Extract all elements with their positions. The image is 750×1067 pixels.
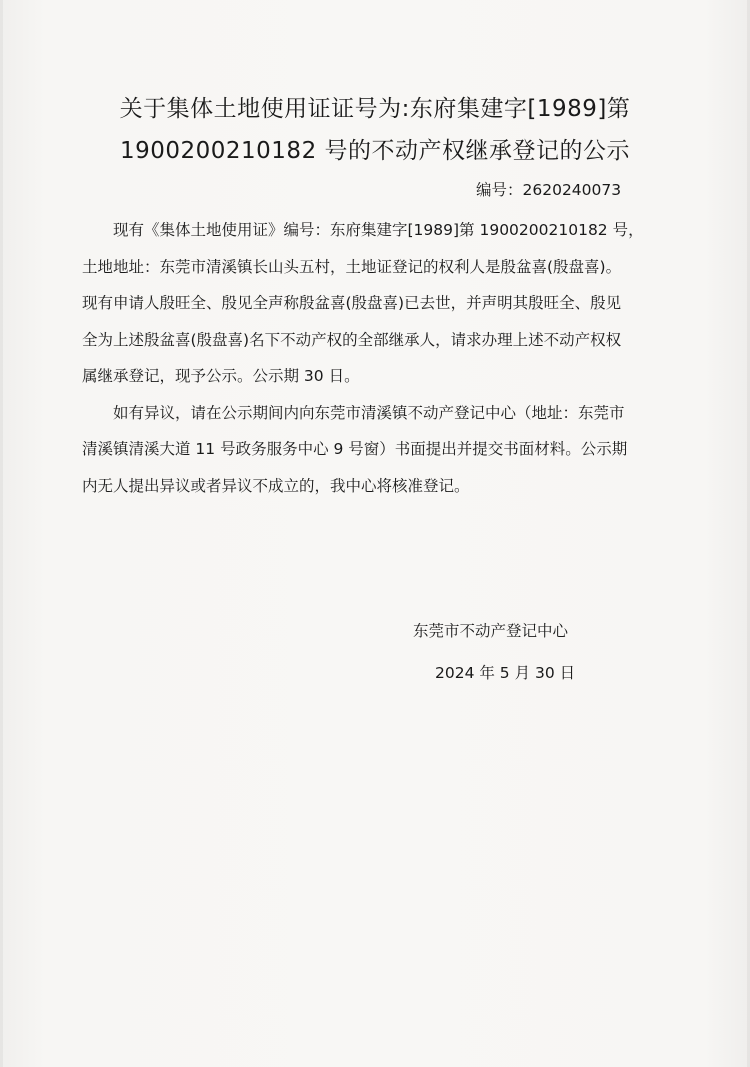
paragraph-1-line: 现有申请人殷旺全、殷见全声称殷盆喜(殷盘喜)已去世，并声明其殷旺全、殷见 (82, 294, 622, 312)
paragraph-2-line: 如有异议，请在公示期间内向东莞市清溪镇不动产登记中心（地址：东莞市 (113, 403, 625, 422)
paragraph-1-line: 现有《集体土地使用证》编号：东府集建字[1989]第 1900200210182 号， (113, 221, 644, 239)
paragraph-2-line: 清溪镇清溪大道 11 号政务服务中心 9 号窗）书面提出并提交书面材料。公示期 (82, 440, 628, 458)
issue-date: 2024 年 5 月 30 日 (435, 664, 576, 682)
issuing-organization: 东莞市不动产登记中心 (413, 622, 569, 640)
paragraph-1 (82, 212, 702, 395)
signature-block (413, 610, 575, 694)
notice-title (0, 88, 750, 172)
document-number: 编号：2620240073 (476, 181, 622, 199)
title-line-1: 关于集体土地使用证证号为:东府集建字[1989]第 (119, 96, 631, 122)
title-line-2: 1900200210182 号的不动产权继承登记的公示 (119, 138, 631, 164)
paragraph-1-line: 全为上述殷盆喜(殷盘喜)名下不动产权的全部继承人，请求办理上述不动产权权 (82, 330, 622, 349)
paragraph-1-line: 土地地址：东莞市清溪镇长山头五村，土地证登记的权利人是殷盆喜(殷盘喜)。 (82, 257, 622, 276)
notice-body (82, 212, 702, 504)
paragraph-2 (82, 395, 702, 505)
paragraph-2-line: 内无人提出异议或者异议不成立的，我中心将核准登记。 (82, 476, 470, 495)
paragraph-1-line: 属继承登记，现予公示。公示期 30 日。 (82, 367, 360, 385)
